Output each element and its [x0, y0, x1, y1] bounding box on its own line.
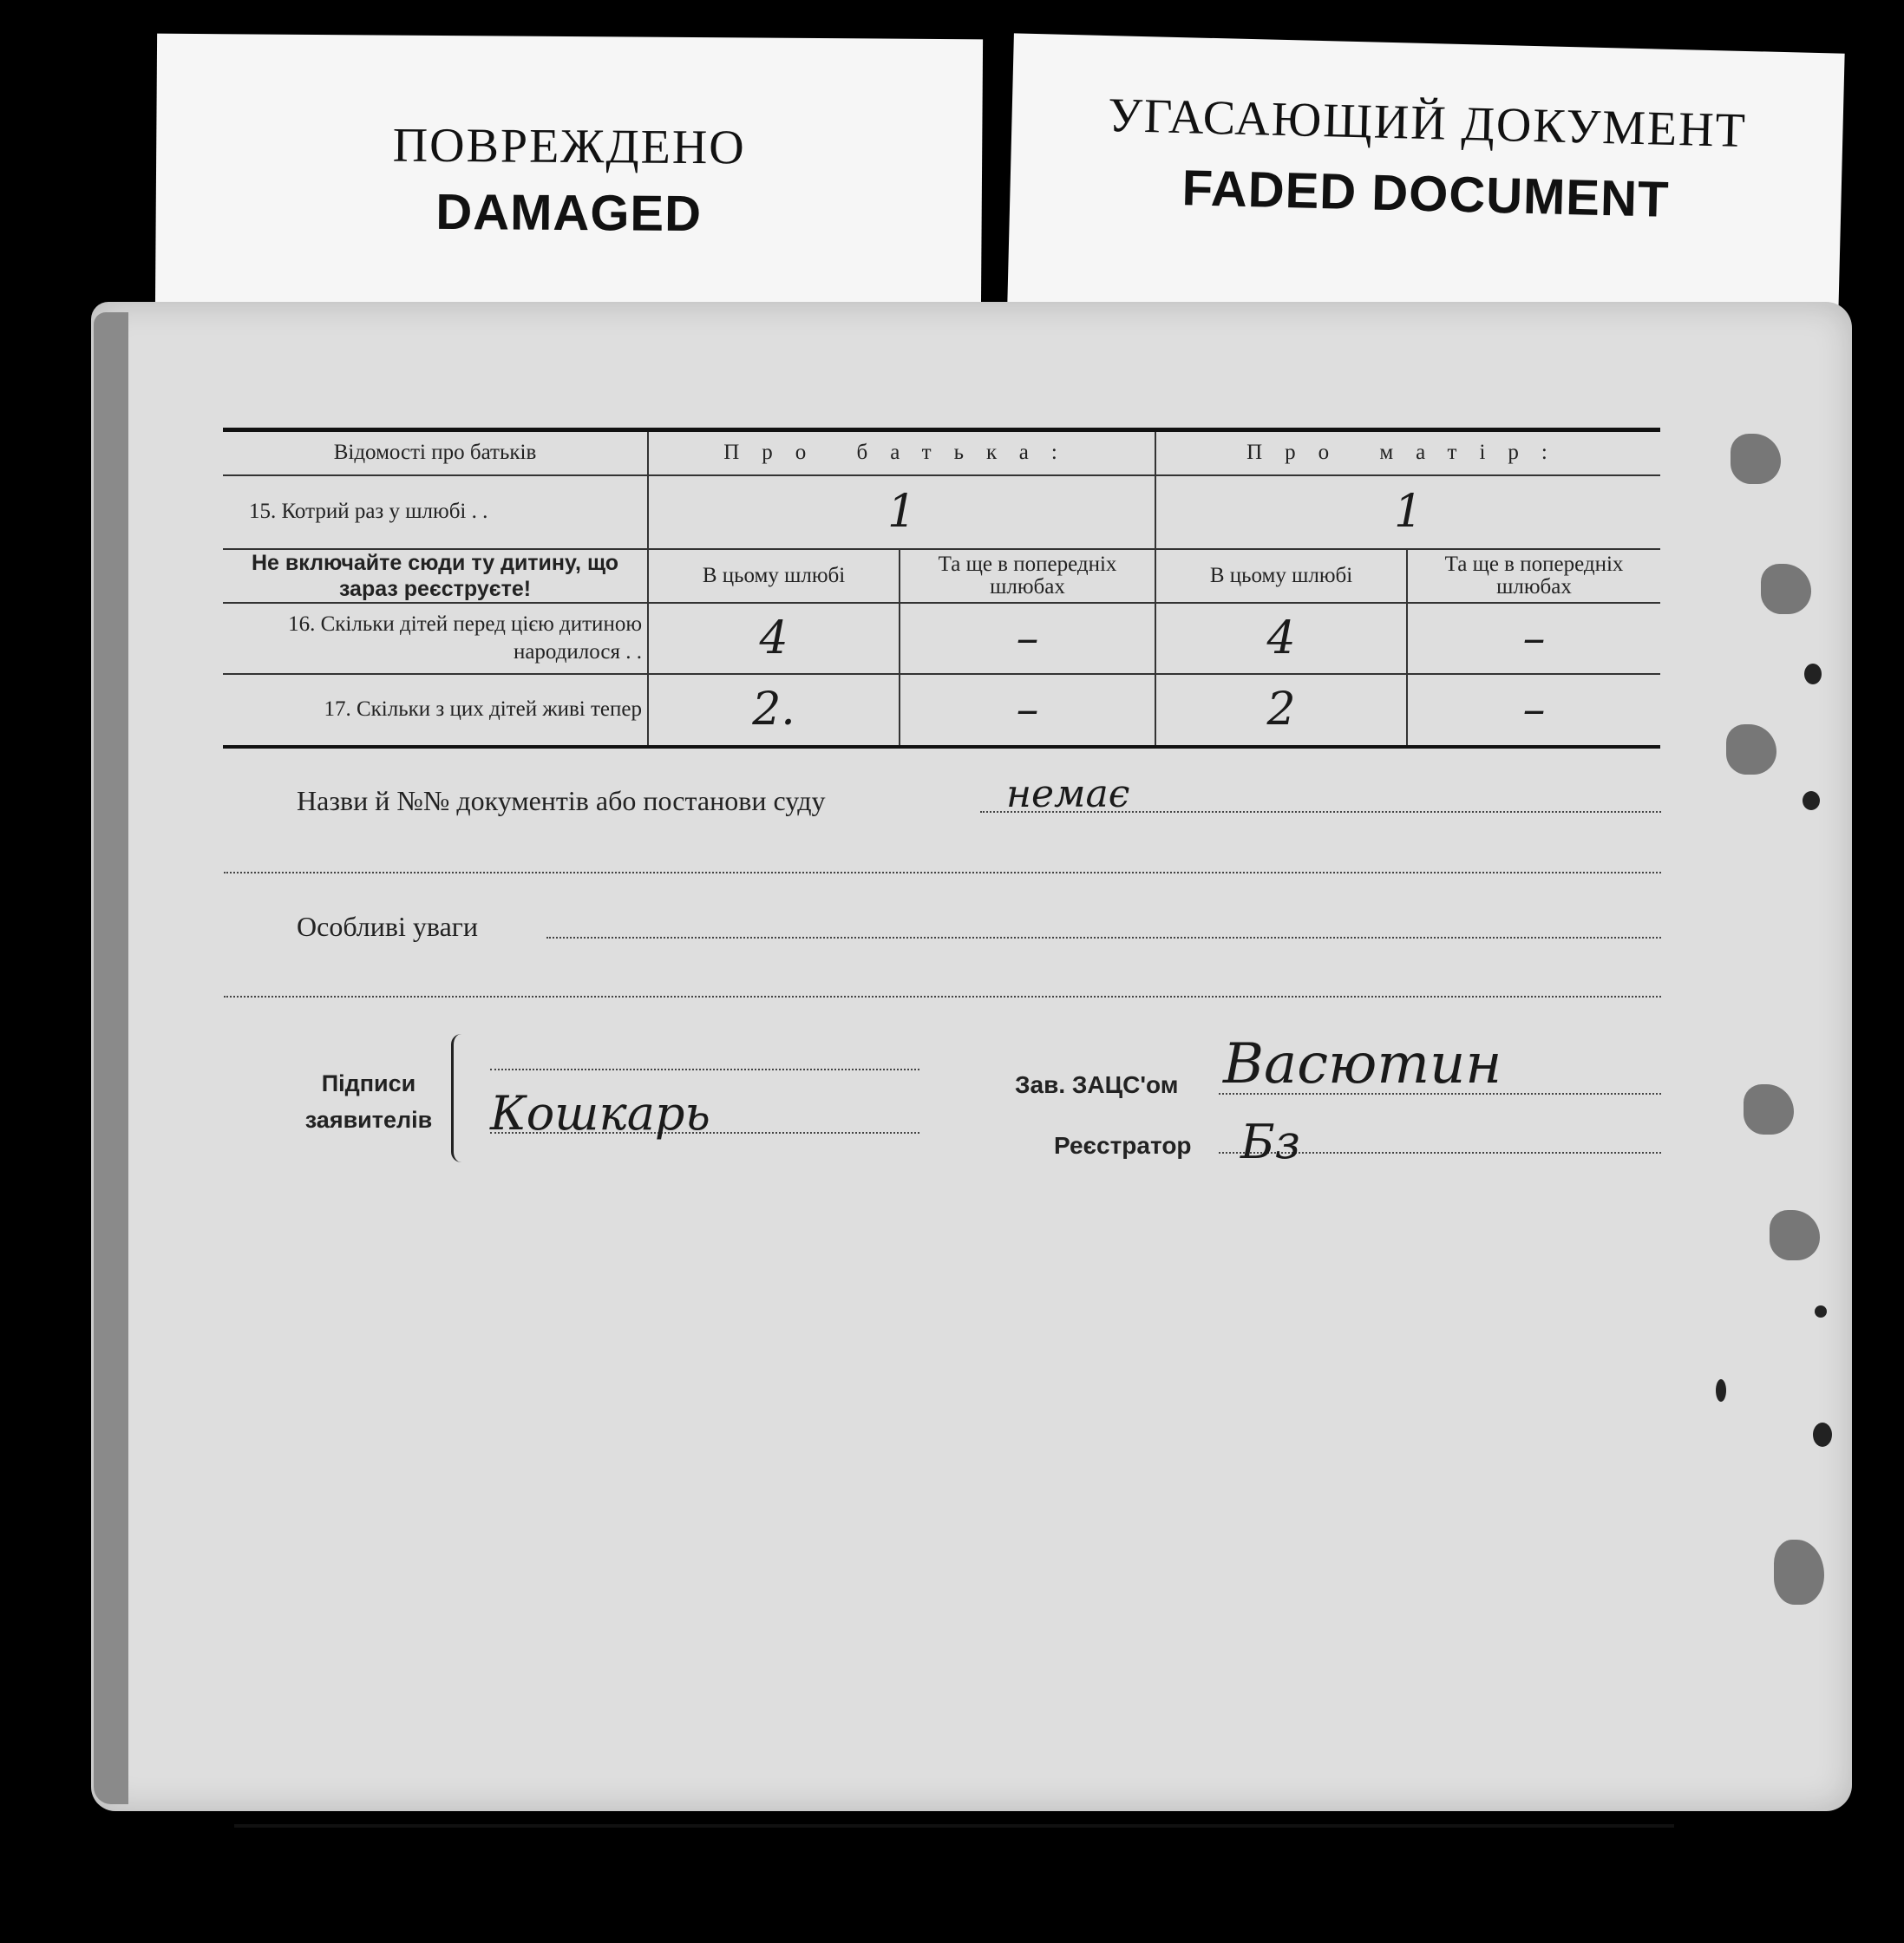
faded-document-card: [1007, 33, 1844, 322]
father-this-marriage-header: В цьому шлюбі: [648, 549, 900, 603]
documents-line: [980, 811, 1661, 813]
page-edge: [94, 312, 128, 1804]
binding-hole: [1804, 664, 1822, 684]
brace: [451, 1034, 468, 1162]
damaged-card: [155, 34, 983, 317]
header-father: Про батька:: [648, 430, 1155, 475]
row15-father: 1: [648, 475, 1155, 549]
faded-card-ru: УГАСАЮЩИЙ ДОКУМЕНТ: [1107, 88, 1748, 159]
head-signature: Васютин: [1223, 1032, 1502, 1096]
registrar-label: Реєстратор: [1054, 1132, 1192, 1159]
remarks-line: [546, 937, 1661, 939]
note-label: Не включайте сюди ту дитину, що зараз реєструєте!: [223, 549, 648, 603]
registrar-signature: Бз: [1240, 1115, 1301, 1169]
row16-mother-this: 4: [1155, 603, 1407, 674]
documents-line-2: [224, 872, 1661, 873]
mother-this-marriage-header: В цьому шлюбі: [1155, 549, 1407, 603]
documents-label: Назви й №№ документів або постанови суду: [297, 785, 826, 816]
head-label: Зав. ЗАЦС'ом: [1015, 1071, 1179, 1098]
binding-hole: [1815, 1305, 1827, 1318]
header-mother: Про матір:: [1155, 430, 1660, 475]
remarks-label: Особливі уваги: [297, 911, 479, 942]
row16-father-prev: –: [900, 603, 1155, 674]
row15-mother: 1: [1155, 475, 1660, 549]
row15-label: 15. Котрий раз у шлюбі . .: [223, 475, 648, 549]
father-previous-header: Та ще в попередніх шлюбах: [900, 549, 1155, 603]
row16-label: 16. Скільки дітей перед цією дитиною народилося . .: [223, 603, 648, 674]
mother-previous-header: Та ще в попередніх шлюбах: [1407, 549, 1660, 603]
binding-hole: [1716, 1379, 1726, 1402]
binding-hole: [1813, 1423, 1832, 1447]
documents-value: немає: [1006, 772, 1130, 816]
row17-mother-this: 2: [1155, 674, 1407, 747]
parents-info-table: [223, 428, 1660, 749]
header-col1: Відомості про батьків: [223, 430, 648, 475]
applicants-line-1: [490, 1069, 919, 1070]
row17-mother-prev: –: [1407, 674, 1660, 747]
applicants-label: Підписи заявителів: [304, 1070, 433, 1133]
damaged-card-ru: ПОВРЕЖДЕНО: [392, 118, 746, 175]
row17-father-this: 2.: [648, 674, 900, 747]
binding-hole: [1803, 791, 1820, 810]
row17-label: 17. Скільки з цих дітей живі тепер: [223, 674, 648, 747]
row16-father-this: 4: [648, 603, 900, 674]
row16-mother-prev: –: [1407, 603, 1660, 674]
applicant-signature: Кошкарь: [490, 1086, 710, 1141]
remarks-line-2: [224, 996, 1661, 998]
damaged-card-en: DAMAGED: [435, 183, 703, 243]
row17-father-prev: –: [900, 674, 1155, 747]
faded-card-en: FADED DOCUMENT: [1181, 160, 1671, 228]
bottom-rule: [234, 1824, 1674, 1828]
